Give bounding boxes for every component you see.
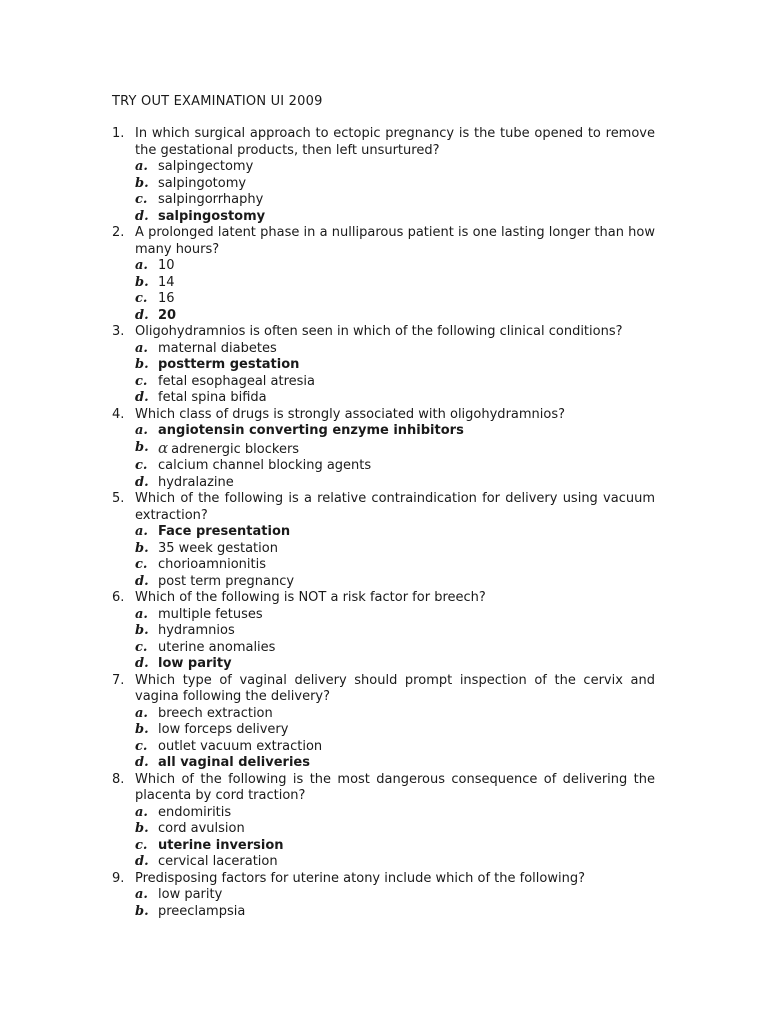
answer-option bbox=[112, 291, 655, 308]
option-letter: c. bbox=[135, 291, 148, 306]
option-letter: c. bbox=[135, 557, 148, 572]
question-text: Which of the following is a relative contraindication for delivery using vacuum extraction? bbox=[135, 491, 655, 523]
option-content bbox=[158, 706, 655, 723]
option-text: all vaginal deliveries bbox=[158, 755, 310, 770]
option-content bbox=[158, 258, 655, 275]
option-letter: a. bbox=[135, 887, 148, 902]
option-text: cervical laceration bbox=[158, 854, 278, 869]
answer-option bbox=[112, 475, 655, 492]
answer-option bbox=[112, 176, 655, 193]
option-text: multiple fetuses bbox=[158, 606, 263, 622]
option-text: postterm gestation bbox=[158, 357, 300, 372]
option-content bbox=[158, 458, 655, 475]
answer-option-correct bbox=[112, 656, 655, 673]
option-letter: a. bbox=[135, 524, 148, 539]
option-content bbox=[158, 739, 655, 756]
option-letter: b. bbox=[135, 175, 149, 191]
option-content bbox=[158, 440, 655, 459]
option-text: preeclampsia bbox=[158, 903, 246, 919]
option-letter: b. bbox=[135, 540, 149, 556]
question-number: 5. bbox=[112, 491, 125, 506]
option-letter: c. bbox=[135, 192, 148, 207]
option-content bbox=[158, 357, 655, 374]
option-text: 20 bbox=[158, 307, 177, 323]
question-stem bbox=[112, 324, 655, 341]
option-content bbox=[158, 423, 655, 440]
question-number: 4. bbox=[112, 406, 125, 422]
option-content bbox=[158, 176, 655, 193]
answer-option bbox=[112, 192, 655, 209]
answer-option bbox=[112, 887, 655, 904]
option-content bbox=[158, 904, 655, 921]
question-stem bbox=[112, 590, 655, 607]
option-text: 16 bbox=[158, 291, 175, 306]
answer-option bbox=[112, 574, 655, 591]
answer-option bbox=[112, 904, 655, 921]
question-text: Which of the following is NOT a risk factor for breech? bbox=[135, 590, 486, 605]
answer-option-correct bbox=[112, 755, 655, 772]
option-content bbox=[158, 574, 655, 591]
answer-option-correct bbox=[112, 357, 655, 374]
option-text: uterine anomalies bbox=[158, 639, 276, 655]
option-letter: b. bbox=[135, 357, 149, 372]
option-text: adrenergic blockers bbox=[171, 441, 300, 457]
option-letter: d. bbox=[135, 755, 149, 770]
answer-option bbox=[112, 374, 655, 391]
question-number: 3. bbox=[112, 324, 125, 339]
option-content bbox=[158, 275, 655, 292]
option-letter: a. bbox=[135, 804, 148, 820]
question-text: Predisposing factors for uterine atony include which of the following? bbox=[135, 870, 585, 886]
alpha-symbol: α bbox=[158, 438, 169, 457]
option-text: fetal spina bifida bbox=[158, 390, 267, 405]
answer-option-correct bbox=[112, 524, 655, 541]
option-letter: b. bbox=[135, 439, 149, 455]
answer-option bbox=[112, 341, 655, 358]
answer-option bbox=[112, 805, 655, 822]
answer-option bbox=[112, 390, 655, 407]
option-text: breech extraction bbox=[158, 705, 273, 721]
option-letter: d. bbox=[135, 656, 149, 671]
option-content bbox=[158, 192, 655, 209]
answer-option bbox=[112, 722, 655, 739]
option-content bbox=[158, 475, 655, 492]
answer-option bbox=[112, 458, 655, 475]
answer-option bbox=[112, 607, 655, 624]
option-letter: a. bbox=[135, 340, 148, 356]
question-stem bbox=[112, 673, 655, 706]
question-item bbox=[112, 871, 655, 921]
option-letter: d. bbox=[135, 390, 149, 405]
option-text: cord avulsion bbox=[158, 821, 245, 836]
option-content bbox=[158, 854, 655, 871]
option-content bbox=[158, 805, 655, 822]
option-letter: d. bbox=[135, 307, 149, 323]
question-item bbox=[112, 491, 655, 590]
option-text: chorioamnionitis bbox=[158, 557, 267, 572]
question-item bbox=[112, 324, 655, 407]
option-content bbox=[158, 656, 655, 673]
option-letter: b. bbox=[135, 821, 149, 836]
answer-option bbox=[112, 258, 655, 275]
option-content bbox=[158, 374, 655, 391]
question-text: Which of the following is the most dangerous consequence of delivering the placenta by cord traction? bbox=[135, 771, 655, 803]
answer-option bbox=[112, 557, 655, 574]
option-letter: a. bbox=[135, 159, 148, 174]
option-text: endomiritis bbox=[158, 804, 232, 820]
question-text: In which surgical approach to ectopic pregnancy is the tube opened to remove the gestational products, then left unsurtured? bbox=[135, 126, 655, 158]
option-text: 14 bbox=[158, 274, 175, 290]
question-list bbox=[112, 126, 655, 920]
question-text: Which class of drugs is strongly associated with oligohydramnios? bbox=[135, 406, 566, 422]
answer-option bbox=[112, 854, 655, 871]
option-letter: c. bbox=[135, 837, 148, 853]
question-text: Oligohydramnios is often seen in which of the following clinical conditions? bbox=[135, 324, 623, 339]
option-text: 35 week gestation bbox=[158, 540, 278, 556]
option-letter: c. bbox=[135, 738, 148, 754]
option-content bbox=[158, 291, 655, 308]
option-content bbox=[158, 209, 655, 226]
question-item bbox=[112, 590, 655, 673]
question-stem bbox=[112, 407, 655, 424]
answer-option bbox=[112, 541, 655, 558]
question-item bbox=[112, 126, 655, 225]
question-stem bbox=[112, 772, 655, 805]
option-content bbox=[158, 557, 655, 574]
option-text: low parity bbox=[158, 887, 223, 902]
option-text: uterine inversion bbox=[158, 837, 284, 853]
answer-option bbox=[112, 275, 655, 292]
answer-option bbox=[112, 623, 655, 640]
document-title: TRY OUT EXAMINATION UI 2009 bbox=[112, 94, 323, 109]
option-content bbox=[158, 541, 655, 558]
option-content bbox=[158, 887, 655, 904]
option-content bbox=[158, 623, 655, 640]
question-number: 6. bbox=[112, 590, 125, 605]
option-text: salpingectomy bbox=[158, 159, 254, 174]
option-text: outlet vacuum extraction bbox=[158, 738, 323, 754]
option-content bbox=[158, 640, 655, 657]
question-item bbox=[112, 225, 655, 324]
question-stem bbox=[112, 491, 655, 524]
answer-option bbox=[112, 821, 655, 838]
option-content bbox=[158, 159, 655, 176]
question-text: A prolonged latent phase in a nulliparous patient is one lasting longer than how many hours? bbox=[135, 225, 655, 257]
question-number: 8. bbox=[112, 771, 125, 787]
option-letter: d. bbox=[135, 474, 149, 490]
answer-option-correct bbox=[112, 209, 655, 226]
option-text: low parity bbox=[158, 656, 232, 671]
option-text: hydramnios bbox=[158, 623, 235, 638]
answer-option-correct bbox=[112, 308, 655, 325]
option-text: salpingorrhaphy bbox=[158, 192, 264, 207]
answer-option bbox=[112, 640, 655, 657]
question-item bbox=[112, 407, 655, 492]
option-letter: a. bbox=[135, 606, 148, 622]
option-text: calcium channel blocking agents bbox=[158, 458, 372, 473]
option-content bbox=[158, 524, 655, 541]
option-text: Face presentation bbox=[158, 524, 291, 539]
question-stem bbox=[112, 871, 655, 888]
answer-option bbox=[112, 706, 655, 723]
question-item bbox=[112, 673, 655, 772]
option-letter: a. bbox=[135, 705, 148, 721]
option-letter: d. bbox=[135, 854, 149, 869]
option-letter: c. bbox=[135, 639, 148, 655]
answer-option bbox=[112, 440, 655, 459]
option-letter: d. bbox=[135, 573, 149, 589]
question-number: 7. bbox=[112, 672, 125, 688]
option-text: maternal diabetes bbox=[158, 340, 277, 356]
option-text: salpingotomy bbox=[158, 175, 247, 191]
question-item bbox=[112, 772, 655, 871]
option-text: low forceps delivery bbox=[158, 722, 289, 737]
option-content bbox=[158, 308, 655, 325]
option-letter: b. bbox=[135, 623, 149, 638]
option-text: 10 bbox=[158, 258, 175, 273]
option-letter: b. bbox=[135, 722, 149, 737]
question-text: Which type of vaginal delivery should prompt inspection of the cervix and vagina following the delivery? bbox=[135, 672, 655, 704]
answer-option-correct bbox=[112, 423, 655, 440]
option-letter: a. bbox=[135, 423, 148, 438]
answer-option bbox=[112, 739, 655, 756]
question-stem bbox=[112, 225, 655, 258]
option-text: angiotensin converting enzyme inhibitors bbox=[158, 423, 464, 438]
question-number: 1. bbox=[112, 126, 125, 141]
option-letter: b. bbox=[135, 274, 149, 290]
question-stem bbox=[112, 126, 655, 159]
option-text: post term pregnancy bbox=[158, 573, 295, 589]
question-number: 2. bbox=[112, 225, 125, 240]
option-content bbox=[158, 722, 655, 739]
answer-option-correct bbox=[112, 838, 655, 855]
option-letter: b. bbox=[135, 903, 149, 919]
question-number: 9. bbox=[112, 870, 125, 886]
option-letter: c. bbox=[135, 458, 148, 473]
option-content bbox=[158, 755, 655, 772]
option-text: salpingostomy bbox=[158, 208, 266, 224]
option-letter: a. bbox=[135, 258, 148, 273]
option-content bbox=[158, 607, 655, 624]
option-content bbox=[158, 821, 655, 838]
option-text: hydralazine bbox=[158, 474, 234, 490]
answer-option bbox=[112, 159, 655, 176]
option-content bbox=[158, 341, 655, 358]
option-letter: d. bbox=[135, 208, 149, 224]
option-text: fetal esophageal atresia bbox=[158, 373, 315, 389]
option-content bbox=[158, 838, 655, 855]
option-letter: c. bbox=[135, 373, 148, 389]
option-content bbox=[158, 390, 655, 407]
